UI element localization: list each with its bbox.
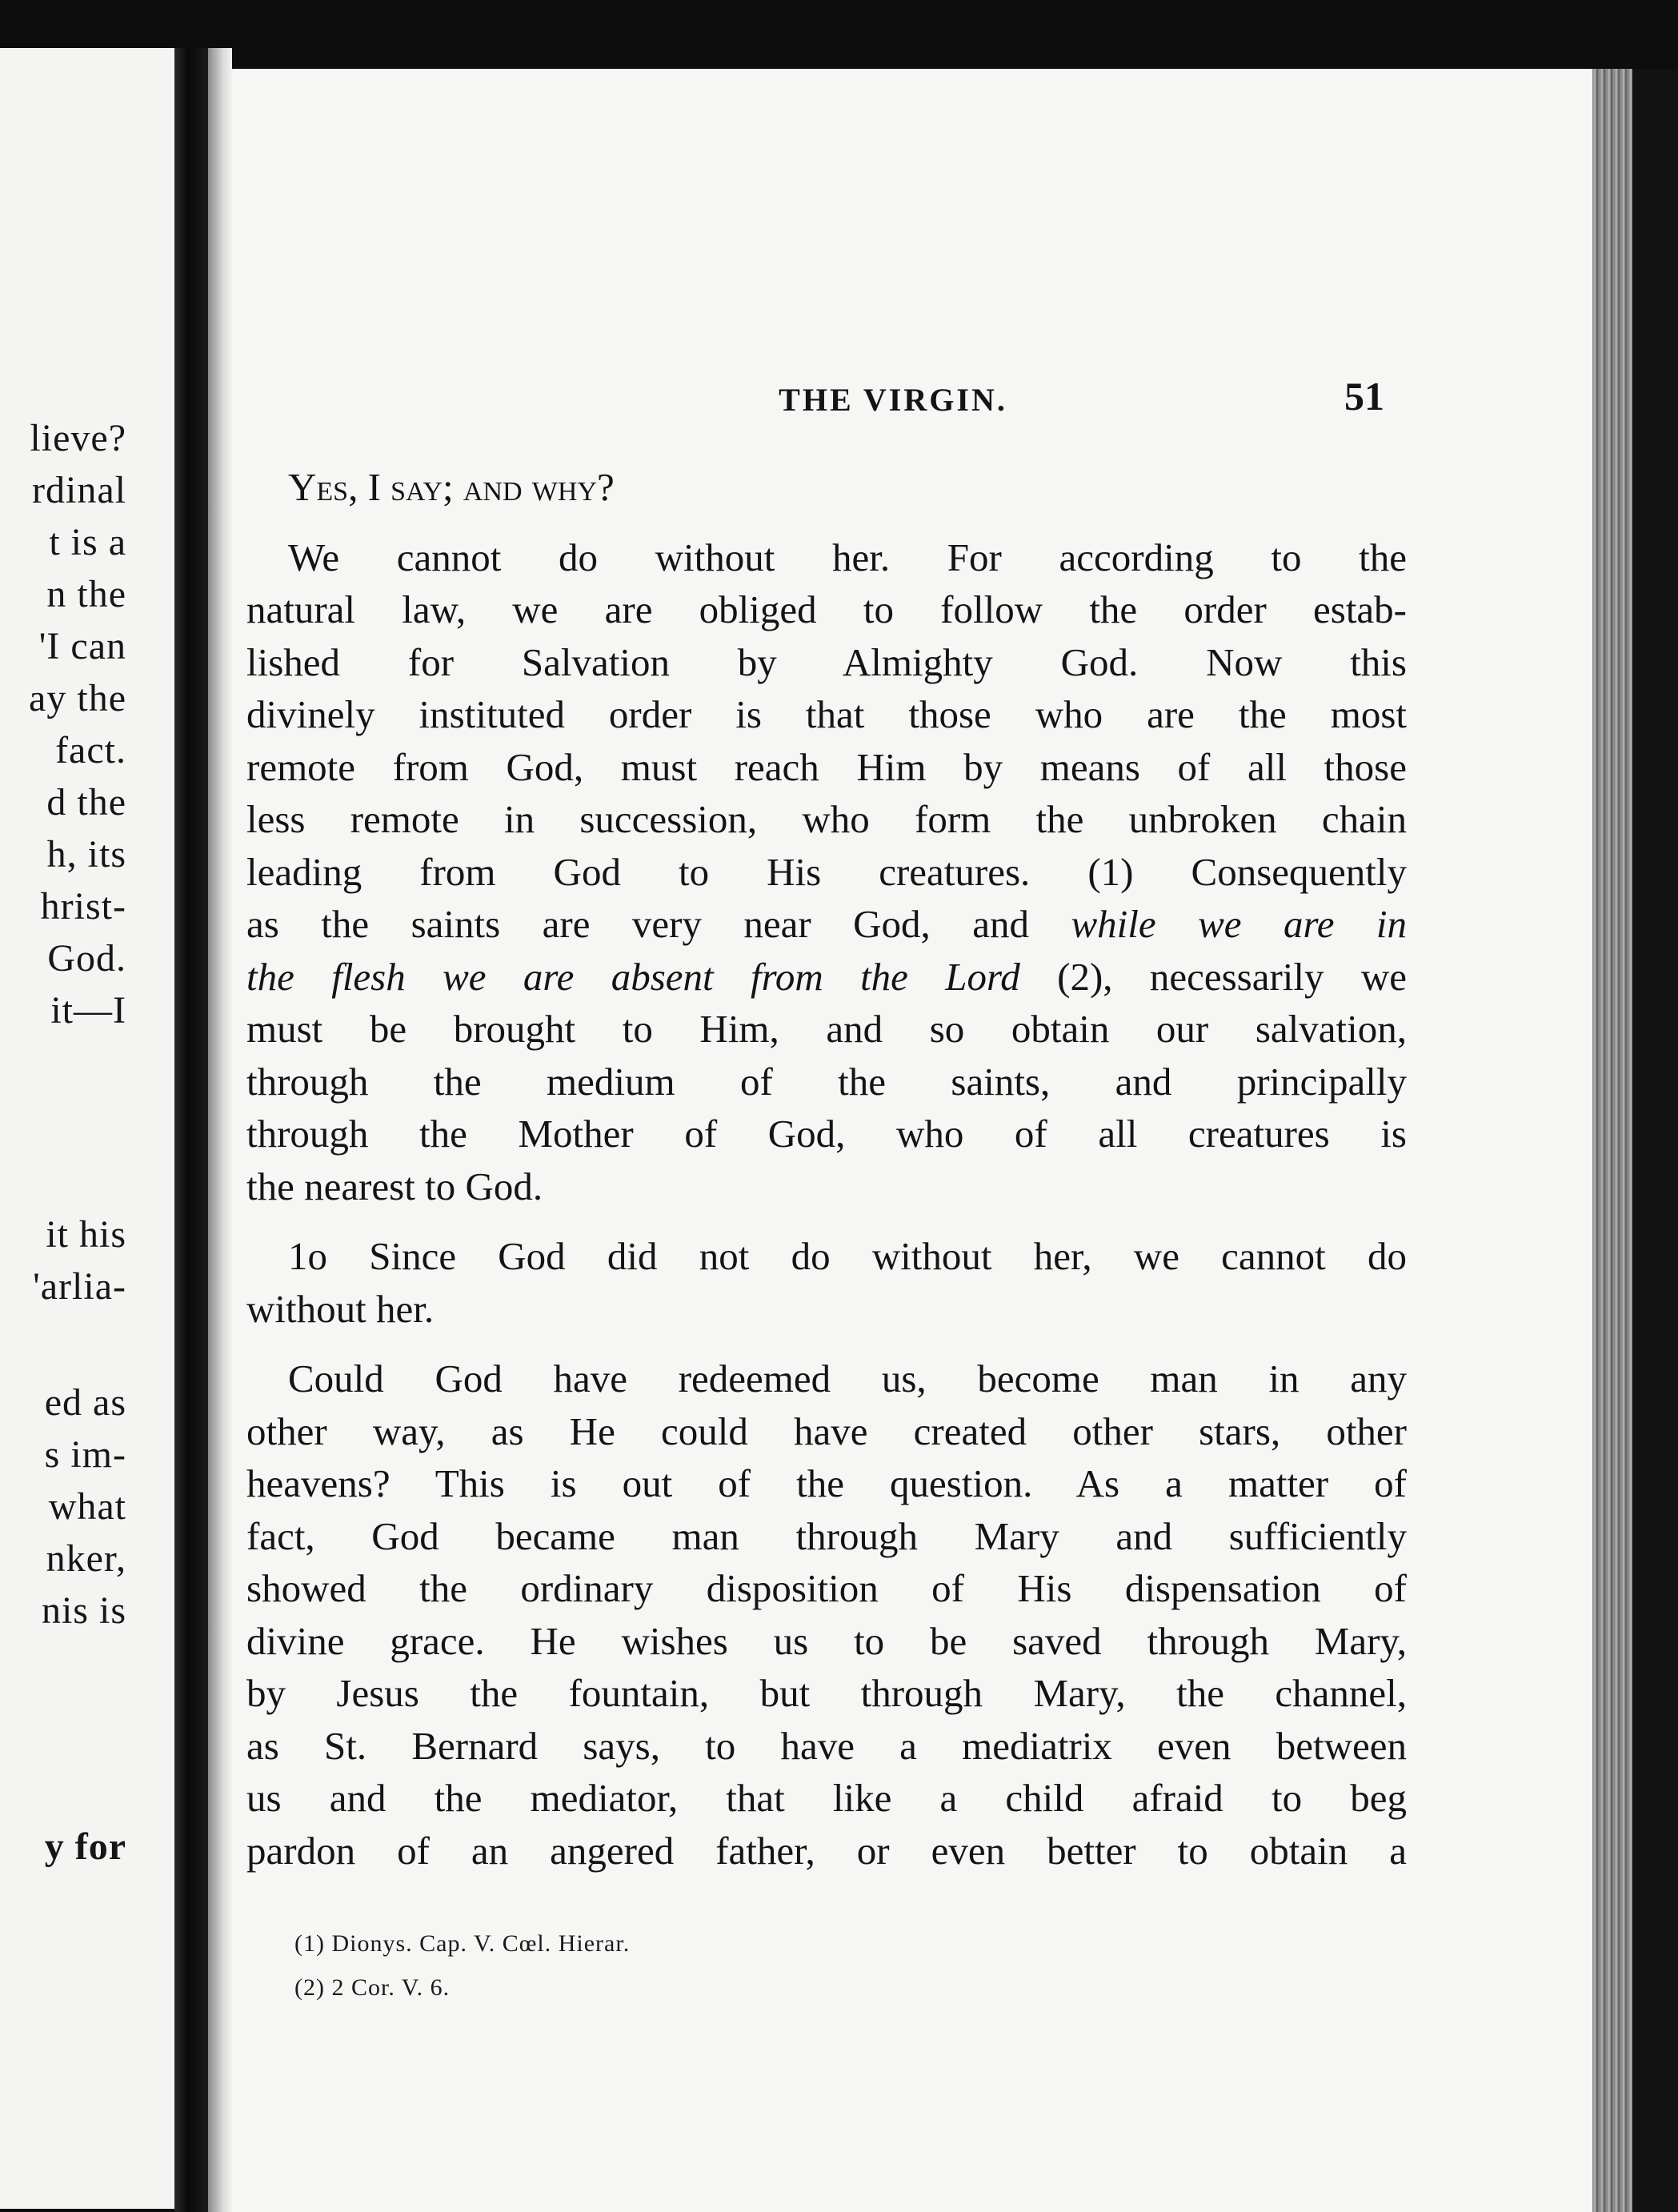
left-page-line: nker, (46, 1537, 126, 1580)
left-page-line: d the (46, 781, 126, 823)
text-line: other way, as He could have created other stars, other (246, 1409, 1407, 1453)
footnote: (2) 2 Cor. V. 6. (294, 1974, 451, 2001)
left-page-line: 'I can (38, 625, 126, 667)
left-page-line: lieve? (30, 417, 126, 459)
text-line: Yes, I say; and why? (288, 465, 615, 509)
text-line: must be brought to Him, and so obtain our salvation, (246, 1007, 1407, 1051)
left-page-line: t is a (49, 521, 126, 563)
left-page-line: what (48, 1485, 126, 1528)
text-line: leading from God to His creatures. (1) Consequently (246, 849, 1407, 894)
text-line: by Jesus the fountain, but through Mary, the channel, (246, 1671, 1407, 1715)
text-line: the flesh we are absent from the Lord (2), necessarily we (246, 954, 1408, 999)
left-page-line: fact. (55, 729, 126, 771)
text-line: heavens? This is out of the question. As a matter of (246, 1461, 1407, 1505)
footnotes (294, 1921, 630, 2010)
left-page-line: God. (47, 937, 126, 980)
text-line: less remote in succession, who form the unbroken chain (246, 797, 1407, 841)
left-page-line: hrist- (40, 885, 126, 928)
text-line: through the Mother of God, who of all creatures is (246, 1112, 1407, 1156)
text-line: divinely instituted order is that those who are the most (246, 692, 1407, 736)
text-line: showed the ordinary disposition of His dispensation of (246, 1566, 1407, 1610)
text-line: the nearest to God. (246, 1164, 543, 1208)
text-line: divine grace. He wishes us to be saved through Mary, (246, 1618, 1407, 1663)
left-page-line: rdinal (32, 469, 126, 511)
scan-top-edge (174, 0, 1678, 69)
left-page-line: ay the (29, 677, 126, 719)
footnote: (1) Dionys. Cap. V. Cœl. Hierar. (294, 1930, 631, 1957)
paragraph (246, 1230, 1407, 1335)
text-line: without her. (246, 1286, 435, 1331)
text-line: We cannot do without her. For according to the (288, 535, 1407, 579)
text-line: through the medium of the saints, and principally (246, 1059, 1407, 1104)
book-page (232, 69, 1592, 2212)
text-line: natural law, we are obliged to follow the order estab- (246, 587, 1407, 631)
page-body (246, 461, 1407, 1894)
left-page-line: ed as (44, 1381, 126, 1424)
left-page-line: s im- (44, 1433, 126, 1476)
text-line: fact, God became man through Mary and sufficiently (246, 1513, 1407, 1558)
page-number: 51 (1344, 374, 1384, 419)
left-page-line: it—I (50, 989, 126, 1032)
left-page-line: nis is (41, 1589, 126, 1632)
text-line: lished for Salvation by Almighty God. Now this (246, 639, 1407, 684)
page-stack-edge (1592, 69, 1632, 2212)
text-line: as the saints are very near God, and while we are in (246, 902, 1408, 946)
text-line: 1o Since God did not do without her, we cannot do (288, 1234, 1407, 1278)
text-line: Could God have redeemed us, become man in any (288, 1356, 1407, 1401)
running-header: THE VIRGIN. (779, 382, 1007, 418)
left-page-line: 'arlia- (33, 1265, 126, 1308)
left-page-line: it his (46, 1213, 126, 1256)
text-line: remote from God, must reach Him by means of all those (246, 744, 1407, 789)
paragraph (246, 461, 1407, 514)
gutter-shadow (208, 48, 232, 2212)
text-line: as St. Bernard says, to have a mediatrix even between (246, 1723, 1407, 1768)
paragraph (246, 531, 1407, 1213)
left-page-line: y for (44, 1825, 126, 1868)
text-line: pardon of an angered father, or even better to obtain a (246, 1828, 1407, 1873)
text-line: us and the mediator, that like a child afraid to beg (246, 1776, 1407, 1820)
paragraph (246, 1352, 1407, 1877)
left-page-line: n the (46, 573, 126, 615)
left-page-line: h, its (46, 833, 126, 876)
book-gutter (174, 48, 208, 2212)
previous-page-edge (0, 48, 174, 2209)
scan-right-margin (1632, 69, 1678, 2212)
